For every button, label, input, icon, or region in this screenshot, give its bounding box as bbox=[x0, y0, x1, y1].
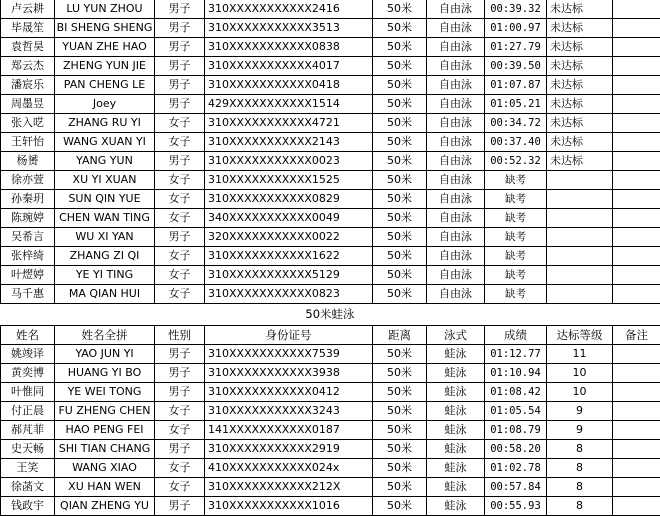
result-cell: 01:08.42 bbox=[485, 383, 547, 402]
distance-cell: 50米 bbox=[373, 364, 427, 383]
gender-cell: 女子 bbox=[155, 209, 205, 228]
stroke-cell: 蛙泳 bbox=[427, 402, 485, 421]
table-row bbox=[1, 19, 660, 38]
id-number-cell: 310XXXXXXXXXXX0412 bbox=[205, 383, 373, 402]
result-cell: 00:37.40 bbox=[485, 133, 547, 152]
distance-cell: 50米 bbox=[373, 171, 427, 190]
notes-cell bbox=[613, 247, 660, 266]
result-cell: 00:57.84 bbox=[485, 478, 547, 497]
table-row bbox=[1, 266, 660, 285]
gender-cell: 女子 bbox=[155, 247, 205, 266]
grade-cell bbox=[547, 190, 613, 209]
notes-cell bbox=[613, 497, 660, 516]
gender-cell: 男子 bbox=[155, 497, 205, 516]
pinyin-cell: Joey bbox=[55, 95, 155, 114]
name-cell: 叶熤婷 bbox=[1, 266, 55, 285]
notes-cell bbox=[613, 478, 660, 497]
pinyin-cell: LU YUN ZHOU bbox=[55, 0, 155, 19]
notes-cell bbox=[613, 76, 660, 95]
header-row bbox=[1, 326, 660, 345]
result-cell: 01:12.77 bbox=[485, 345, 547, 364]
table-row bbox=[1, 459, 660, 478]
pinyin-cell: PAN CHENG LE bbox=[55, 76, 155, 95]
header-pinyin: 姓名全拼 bbox=[55, 326, 155, 345]
name-cell: 黄奕博 bbox=[1, 364, 55, 383]
notes-cell bbox=[613, 459, 660, 478]
distance-cell: 50米 bbox=[373, 345, 427, 364]
notes-cell bbox=[613, 345, 660, 364]
result-cell: 01:27.79 bbox=[485, 38, 547, 57]
stroke-cell: 自由泳 bbox=[427, 171, 485, 190]
distance-cell: 50米 bbox=[373, 402, 427, 421]
notes-cell bbox=[613, 266, 660, 285]
table-row bbox=[1, 0, 660, 19]
pinyin-cell: WANG XUAN YI bbox=[55, 133, 155, 152]
table-row bbox=[1, 383, 660, 402]
result-cell: 00:52.32 bbox=[485, 152, 547, 171]
name-cell: 袁哲昊 bbox=[1, 38, 55, 57]
distance-cell: 50米 bbox=[373, 478, 427, 497]
distance-cell: 50米 bbox=[373, 152, 427, 171]
name-cell: 付正晨 bbox=[1, 402, 55, 421]
name-cell: 周墨昱 bbox=[1, 95, 55, 114]
stroke-cell: 自由泳 bbox=[427, 266, 485, 285]
gender-cell: 男子 bbox=[155, 38, 205, 57]
gender-cell: 男子 bbox=[155, 440, 205, 459]
notes-cell bbox=[613, 133, 660, 152]
grade-cell: 未达标 bbox=[547, 57, 613, 76]
grade-cell: 未达标 bbox=[547, 76, 613, 95]
gender-cell: 男子 bbox=[155, 364, 205, 383]
section-title: 50米蛙泳 bbox=[0, 304, 660, 325]
stroke-cell: 蛙泳 bbox=[427, 497, 485, 516]
pinyin-cell: XU YI XUAN bbox=[55, 171, 155, 190]
grade-cell: 未达标 bbox=[547, 19, 613, 38]
stroke-cell: 自由泳 bbox=[427, 133, 485, 152]
stroke-cell: 蛙泳 bbox=[427, 459, 485, 478]
gender-cell: 女子 bbox=[155, 478, 205, 497]
id-number-cell: 310XXXXXXXXXXX212X bbox=[205, 478, 373, 497]
stroke-cell: 自由泳 bbox=[427, 57, 485, 76]
notes-cell bbox=[613, 114, 660, 133]
pinyin-cell: CHEN WAN TING bbox=[55, 209, 155, 228]
id-number-cell: 141XXXXXXXXXXX0187 bbox=[205, 421, 373, 440]
grade-cell bbox=[547, 209, 613, 228]
result-cell: 00:58.20 bbox=[485, 440, 547, 459]
distance-cell: 50米 bbox=[373, 209, 427, 228]
stroke-cell: 蛙泳 bbox=[427, 345, 485, 364]
name-cell: 王笑 bbox=[1, 459, 55, 478]
grade-cell bbox=[547, 171, 613, 190]
pinyin-cell: HAO PENG FEI bbox=[55, 421, 155, 440]
pinyin-cell: WU XI YAN bbox=[55, 228, 155, 247]
grade-cell: 9 bbox=[547, 421, 613, 440]
id-number-cell: 310XXXXXXXXXXX3243 bbox=[205, 402, 373, 421]
id-number-cell: 310XXXXXXXXXXX2416 bbox=[205, 0, 373, 19]
id-number-cell: 320XXXXXXXXXXX0022 bbox=[205, 228, 373, 247]
table-row bbox=[1, 190, 660, 209]
table-row bbox=[1, 440, 660, 459]
result-cell: 缺考 bbox=[485, 190, 547, 209]
notes-cell bbox=[613, 19, 660, 38]
name-cell: 郑云杰 bbox=[1, 57, 55, 76]
table-row bbox=[1, 152, 660, 171]
header-name: 姓名 bbox=[1, 326, 55, 345]
table-row bbox=[1, 95, 660, 114]
distance-cell: 50米 bbox=[373, 76, 427, 95]
result-cell: 01:08.79 bbox=[485, 421, 547, 440]
gender-cell: 女子 bbox=[155, 459, 205, 478]
stroke-cell: 自由泳 bbox=[427, 95, 485, 114]
pinyin-cell: QIAN ZHENG YU bbox=[55, 497, 155, 516]
result-cell: 缺考 bbox=[485, 209, 547, 228]
gender-cell: 男子 bbox=[155, 95, 205, 114]
stroke-cell: 自由泳 bbox=[427, 247, 485, 266]
grade-cell: 10 bbox=[547, 383, 613, 402]
table-row bbox=[1, 57, 660, 76]
name-cell: 陈琬婷 bbox=[1, 209, 55, 228]
pinyin-cell: YANG YUN bbox=[55, 152, 155, 171]
gender-cell: 男子 bbox=[155, 0, 205, 19]
name-cell: 潘宸乐 bbox=[1, 76, 55, 95]
header-result: 成绩 bbox=[485, 326, 547, 345]
distance-cell: 50米 bbox=[373, 497, 427, 516]
grade-cell: 11 bbox=[547, 345, 613, 364]
result-cell: 00:39.50 bbox=[485, 57, 547, 76]
pinyin-cell: HUANG YI BO bbox=[55, 364, 155, 383]
distance-cell: 50米 bbox=[373, 440, 427, 459]
notes-cell bbox=[613, 0, 660, 19]
result-cell: 缺考 bbox=[485, 266, 547, 285]
id-number-cell: 310XXXXXXXXXXX1525 bbox=[205, 171, 373, 190]
pinyin-cell: YUAN ZHE HAO bbox=[55, 38, 155, 57]
id-number-cell: 310XXXXXXXXXXX4017 bbox=[205, 57, 373, 76]
gender-cell: 女子 bbox=[155, 114, 205, 133]
gender-cell: 女子 bbox=[155, 266, 205, 285]
stroke-cell: 自由泳 bbox=[427, 190, 485, 209]
header-stroke: 泳式 bbox=[427, 326, 485, 345]
result-cell: 缺考 bbox=[485, 228, 547, 247]
gender-cell: 男子 bbox=[155, 57, 205, 76]
id-number-cell: 310XXXXXXXXXXX0823 bbox=[205, 285, 373, 304]
table-row bbox=[1, 497, 660, 516]
result-cell: 00:55.93 bbox=[485, 497, 547, 516]
grade-cell bbox=[547, 285, 613, 304]
pinyin-cell: ZHENG YUN JIE bbox=[55, 57, 155, 76]
distance-cell: 50米 bbox=[373, 247, 427, 266]
result-cell: 缺考 bbox=[485, 247, 547, 266]
notes-cell bbox=[613, 364, 660, 383]
table-row bbox=[1, 247, 660, 266]
grade-cell: 未达标 bbox=[547, 133, 613, 152]
table-row bbox=[1, 171, 660, 190]
pinyin-cell: SHI TIAN CHANG bbox=[55, 440, 155, 459]
distance-cell: 50米 bbox=[373, 19, 427, 38]
gender-cell: 男子 bbox=[155, 228, 205, 247]
notes-cell bbox=[613, 285, 660, 304]
stroke-cell: 蛙泳 bbox=[427, 478, 485, 497]
id-number-cell: 310XXXXXXXXXXX0838 bbox=[205, 38, 373, 57]
grade-cell: 8 bbox=[547, 497, 613, 516]
pinyin-cell: MA QIAN HUI bbox=[55, 285, 155, 304]
notes-cell bbox=[613, 57, 660, 76]
id-number-cell: 310XXXXXXXXXXX1016 bbox=[205, 497, 373, 516]
table-row bbox=[1, 364, 660, 383]
gender-cell: 男子 bbox=[155, 345, 205, 364]
header-grade: 达标等级 bbox=[547, 326, 613, 345]
distance-cell: 50米 bbox=[373, 383, 427, 402]
notes-cell bbox=[613, 209, 660, 228]
pinyin-cell: YAO JUN YI bbox=[55, 345, 155, 364]
gender-cell: 女子 bbox=[155, 285, 205, 304]
name-cell: 杨赟 bbox=[1, 152, 55, 171]
id-number-cell: 310XXXXXXXXXXX0418 bbox=[205, 76, 373, 95]
stroke-cell: 蛙泳 bbox=[427, 364, 485, 383]
stroke-cell: 自由泳 bbox=[427, 114, 485, 133]
result-cell: 01:02.78 bbox=[485, 459, 547, 478]
name-cell: 史天畅 bbox=[1, 440, 55, 459]
id-number-cell: 410XXXXXXXXXXX024x bbox=[205, 459, 373, 478]
distance-cell: 50米 bbox=[373, 114, 427, 133]
pinyin-cell: XU HAN WEN bbox=[55, 478, 155, 497]
stroke-cell: 自由泳 bbox=[427, 285, 485, 304]
header-gender: 性别 bbox=[155, 326, 205, 345]
name-cell: 卢云耕 bbox=[1, 0, 55, 19]
table-row bbox=[1, 402, 660, 421]
result-cell: 01:05.21 bbox=[485, 95, 547, 114]
header-id-number: 身份证号 bbox=[205, 326, 373, 345]
result-cell: 00:39.32 bbox=[485, 0, 547, 19]
header-distance: 距离 bbox=[373, 326, 427, 345]
header-notes: 备注 bbox=[613, 326, 660, 345]
table-row bbox=[1, 133, 660, 152]
table-row bbox=[1, 345, 660, 364]
table-row bbox=[1, 38, 660, 57]
notes-cell bbox=[613, 38, 660, 57]
notes-cell bbox=[613, 152, 660, 171]
id-number-cell: 310XXXXXXXXXXX1622 bbox=[205, 247, 373, 266]
name-cell: 孙秦玥 bbox=[1, 190, 55, 209]
grade-cell: 未达标 bbox=[547, 38, 613, 57]
name-cell: 马千惠 bbox=[1, 285, 55, 304]
gender-cell: 女子 bbox=[155, 171, 205, 190]
name-cell: 郝芃菲 bbox=[1, 421, 55, 440]
result-cell: 缺考 bbox=[485, 285, 547, 304]
pinyin-cell: SUN QIN YUE bbox=[55, 190, 155, 209]
grade-cell: 未达标 bbox=[547, 152, 613, 171]
notes-cell bbox=[613, 421, 660, 440]
distance-cell: 50米 bbox=[373, 57, 427, 76]
notes-cell bbox=[613, 402, 660, 421]
name-cell: 徐亦萱 bbox=[1, 171, 55, 190]
stroke-cell: 自由泳 bbox=[427, 76, 485, 95]
result-cell: 01:00.97 bbox=[485, 19, 547, 38]
grade-cell bbox=[547, 228, 613, 247]
id-number-cell: 310XXXXXXXXXXX3513 bbox=[205, 19, 373, 38]
id-number-cell: 310XXXXXXXXXXX0829 bbox=[205, 190, 373, 209]
grade-cell: 8 bbox=[547, 459, 613, 478]
grade-cell bbox=[547, 266, 613, 285]
id-number-cell: 310XXXXXXXXXXX2143 bbox=[205, 133, 373, 152]
id-number-cell: 310XXXXXXXXXXX3938 bbox=[205, 364, 373, 383]
pinyin-cell: ZHANG ZI QI bbox=[55, 247, 155, 266]
name-cell: 张梓绮 bbox=[1, 247, 55, 266]
id-number-cell: 310XXXXXXXXXXX0023 bbox=[205, 152, 373, 171]
name-cell: 毕晟笙 bbox=[1, 19, 55, 38]
table-row bbox=[1, 421, 660, 440]
pinyin-cell: YE WEI TONG bbox=[55, 383, 155, 402]
result-cell: 00:34.72 bbox=[485, 114, 547, 133]
table-row bbox=[1, 114, 660, 133]
grade-cell: 8 bbox=[547, 478, 613, 497]
gender-cell: 男子 bbox=[155, 383, 205, 402]
gender-cell: 女子 bbox=[155, 402, 205, 421]
notes-cell bbox=[613, 228, 660, 247]
table-row bbox=[1, 76, 660, 95]
result-cell: 01:07.87 bbox=[485, 76, 547, 95]
distance-cell: 50米 bbox=[373, 459, 427, 478]
distance-cell: 50米 bbox=[373, 421, 427, 440]
notes-cell bbox=[613, 171, 660, 190]
grade-cell: 未达标 bbox=[547, 114, 613, 133]
gender-cell: 男子 bbox=[155, 152, 205, 171]
distance-cell: 50米 bbox=[373, 0, 427, 19]
stroke-cell: 自由泳 bbox=[427, 152, 485, 171]
table-row bbox=[1, 285, 660, 304]
id-number-cell: 340XXXXXXXXXXX0049 bbox=[205, 209, 373, 228]
table-row bbox=[1, 478, 660, 497]
stroke-cell: 自由泳 bbox=[427, 209, 485, 228]
stroke-cell: 蛙泳 bbox=[427, 383, 485, 402]
distance-cell: 50米 bbox=[373, 266, 427, 285]
stroke-cell: 蛙泳 bbox=[427, 440, 485, 459]
grade-cell: 10 bbox=[547, 364, 613, 383]
name-cell: 王轩怡 bbox=[1, 133, 55, 152]
stroke-cell: 自由泳 bbox=[427, 38, 485, 57]
pinyin-cell: YE YI TING bbox=[55, 266, 155, 285]
table-row bbox=[1, 209, 660, 228]
table-row bbox=[1, 228, 660, 247]
grade-cell: 8 bbox=[547, 440, 613, 459]
grade-cell: 未达标 bbox=[547, 95, 613, 114]
name-cell: 吴希言 bbox=[1, 228, 55, 247]
distance-cell: 50米 bbox=[373, 285, 427, 304]
pinyin-cell: BI SHENG SHENG bbox=[55, 19, 155, 38]
gender-cell: 女子 bbox=[155, 190, 205, 209]
stroke-cell: 自由泳 bbox=[427, 228, 485, 247]
stroke-cell: 自由泳 bbox=[427, 19, 485, 38]
gender-cell: 男子 bbox=[155, 76, 205, 95]
id-number-cell: 310XXXXXXXXXXX4721 bbox=[205, 114, 373, 133]
distance-cell: 50米 bbox=[373, 228, 427, 247]
id-number-cell: 310XXXXXXXXXXX5129 bbox=[205, 266, 373, 285]
id-number-cell: 310XXXXXXXXXXX2919 bbox=[205, 440, 373, 459]
distance-cell: 50米 bbox=[373, 133, 427, 152]
name-cell: 姚竣译 bbox=[1, 345, 55, 364]
grade-cell: 9 bbox=[547, 402, 613, 421]
grade-cell: 未达标 bbox=[547, 0, 613, 19]
name-cell: 叶惟同 bbox=[1, 383, 55, 402]
pinyin-cell: ZHANG RU YI bbox=[55, 114, 155, 133]
gender-cell: 男子 bbox=[155, 19, 205, 38]
id-number-cell: 310XXXXXXXXXXX7539 bbox=[205, 345, 373, 364]
notes-cell bbox=[613, 383, 660, 402]
distance-cell: 50米 bbox=[373, 190, 427, 209]
name-cell: 徐菡文 bbox=[1, 478, 55, 497]
distance-cell: 50米 bbox=[373, 38, 427, 57]
gender-cell: 女子 bbox=[155, 421, 205, 440]
gender-cell: 女子 bbox=[155, 133, 205, 152]
name-cell: 钱政宇 bbox=[1, 497, 55, 516]
notes-cell bbox=[613, 190, 660, 209]
result-cell: 缺考 bbox=[485, 171, 547, 190]
stroke-cell: 蛙泳 bbox=[427, 421, 485, 440]
breaststroke-results-table bbox=[0, 325, 660, 516]
grade-cell bbox=[547, 247, 613, 266]
notes-cell bbox=[613, 440, 660, 459]
stroke-cell: 自由泳 bbox=[427, 0, 485, 19]
result-cell: 01:10.94 bbox=[485, 364, 547, 383]
id-number-cell: 429XXXXXXXXXXX1514 bbox=[205, 95, 373, 114]
pinyin-cell: FU ZHENG CHEN bbox=[55, 402, 155, 421]
result-cell: 01:05.54 bbox=[485, 402, 547, 421]
name-cell: 张入呓 bbox=[1, 114, 55, 133]
pinyin-cell: WANG XIAO bbox=[55, 459, 155, 478]
notes-cell bbox=[613, 95, 660, 114]
distance-cell: 50米 bbox=[373, 95, 427, 114]
